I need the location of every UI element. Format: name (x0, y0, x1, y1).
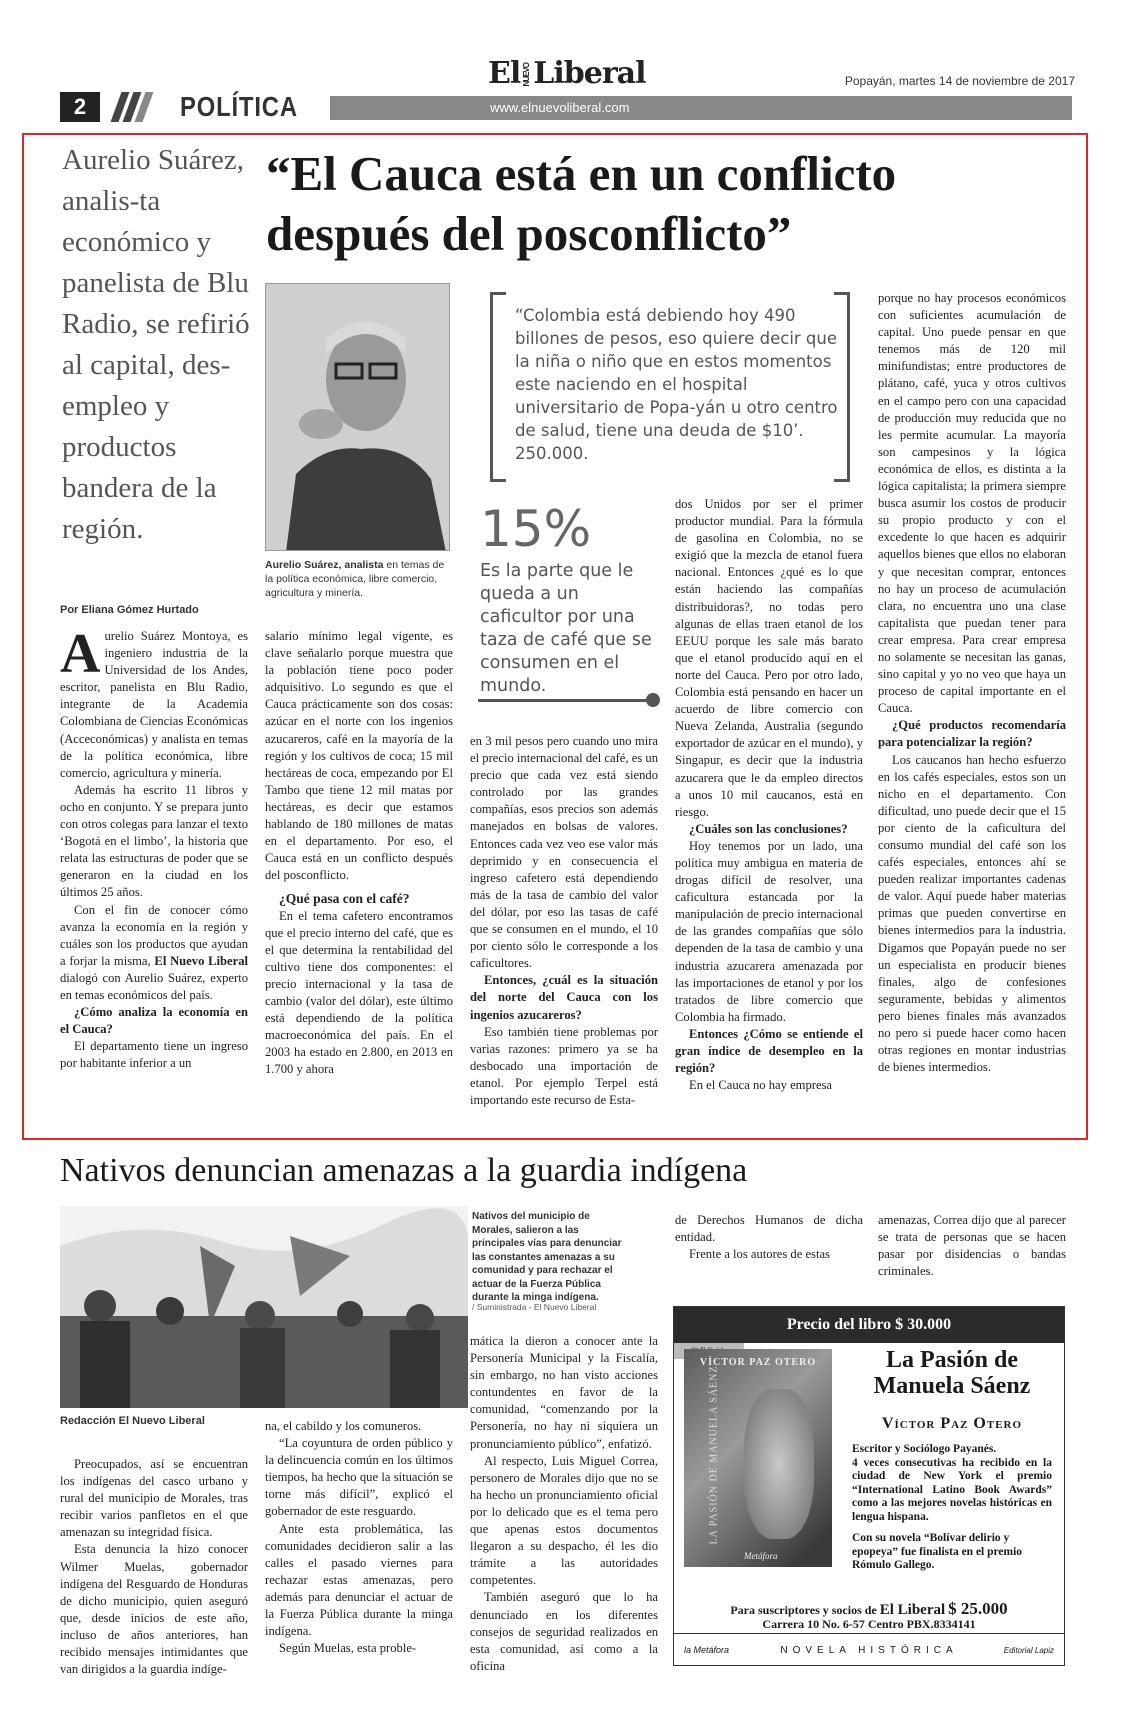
page-number: 2 (60, 92, 100, 122)
photo-caption: Aurelio Suárez, analista en temas de la política económica, libre comercio, agricultura y minería. (265, 559, 445, 599)
second-article-column-1: Preocupados, así se encuentran los indígenas del casco urbano y rural del municipio de Morales, tras recibir varios panfletos en el que amenazan su integridad física. Esta denuncia la hizo conocer Wilmer Muelas, gobernador indígena del Resguardo de Honduras de dicho municipio, quien aseguró que, desde inicios de este año, incluso de años anteriores, han recibido mensajes intimidantes que van dirigidos a la guardia indíge- (60, 1457, 248, 1677)
second-article-column-5: amenazas, Correa dijo que al parecer se trata de personas que se hacen pasar por disidencias o bandas criminales. (878, 1213, 1066, 1279)
ad-footer: la Metáfora NOVELA HISTÓRICA Editorial Lapiz (674, 1633, 1064, 1666)
second-article-column-3: mática la dieron a conocer ante la Personería Municipal y la Fiscalía, sin embargo, no han visto acciones contundentes en favor de la comunidad, “comenzando por la Personería, no hay ni siquiera un pronunciamiento público”, enfatizó. Al respecto, Luis Miguel Correa, personero de Morales dijo que no se ha hecho un pronunciamiento oficial por lo delicado que es el tema pero que apenas estos documentos llegaron a su despacho, él les dio trámite a las autoridades competentes. También aseguró que lo ha denunciado en los diferentes consejos de seguridad realizados en esta comunidad, así como a la oficina (470, 1334, 658, 1673)
stat-description: Es la parte que le queda a un caficultor por una taza de café que se consumen en el mundo. (480, 561, 652, 696)
second-article-column-4: de Derechos Humanos de dicha entidad. Frente a los autores de estas (675, 1213, 863, 1262)
quote-bracket-left (490, 292, 506, 482)
section-slashes-icon (108, 92, 152, 122)
dateline: Popayán, martes 14 de noviembre de 2017 (844, 74, 1075, 88)
second-article-byline: Redacción El Nuevo Liberal (60, 1415, 205, 1427)
url-bar: www.elnuevoliberal.com (330, 96, 1072, 120)
ad-book-title: La Pasión de Manuela Sáenz (873, 1347, 1031, 1399)
second-article-headline: Nativos denuncian amenazas a la guardia indígena (60, 1152, 748, 1189)
article-column-5: porque no hay procesos económicos con suficientes acumulación de capital. Uno puede pensar en que tenemos más de 120 mil minifundistas; entre productores de plátano, café, yuca y otros cultivos en el campo pero con una capacidad de producción muy reducida que no les permite acumular. La mayoría son campesinos y la lógica económica de ellos, es distinta a la lógica capitalista; la primera siempre busca asumir los costos de producir su propio producto y con el excedente lo que hacen es adquirir aquellos bienes que ellos no elaboran y que necesitan comprar, entonces no hay un proceso de acumulación clara, no encuentra uno una clase capitalista que puedan tener para crear empresa. Para crear empresa no solamente se necesitan las ganas, sino capital y yo no veo que haya un proceso de capital importante en el Cauca. ¿Qué productos recomendaría para potencializar la región? Los caucanos han hecho esfuerzo en los cafés especiales, estos son un nicho en el departamento. Con dificultad, uno puede decir que el 15 por ciento de la caficultura del consumo mundial del café son los cafés especiales, entonces ahí se pueden realizar importantes cadenas de valor. Aquí puede haber materias primas que pueden convertirse en bienes intermedios para la industria. Digamos que Popayán puede no ser un especialista en producir bienes finales, algo de confesiones seguramente, bebidas y alimentos pero bienes finales más avanzados no pero si puede hacer como hacen otras regiones en montar industrias de bienes intermedios. (878, 291, 1066, 1075)
article-byline: Por Eliana Gómez Hurtado (60, 604, 199, 616)
photo-credit: / Suministrada - El Nuevo Liberal (472, 1302, 597, 1312)
stat-number: 15% (480, 500, 592, 558)
ad-address: Carrera 10 No. 6-57 Centro PBX.8334141 (762, 1617, 976, 1631)
article-lede: Aurelio Suárez, analis-ta económico y panelista de Blu Radio, se refirió al capital, des-empleo y productos bandera de la región. (62, 144, 250, 545)
second-article-column-2: na, el cabildo y los comuneros. “La coyuntura de orden público y la delincuencia común en los últimos tiempos, ha hecho que la situación se torne más difícil”, explicó el gobernador de este resguardo. Ante esta problemática, las comunidades decidieron salir a las calles el pasado viernes para rechazar estas amenazas, pero además para denunciar el actuar de la Fuerza Pública durante la minga indígena. Según Muelas, esta proble- (265, 1419, 453, 1656)
ad-price-banner: Precio del libro $ 30.000 (674, 1307, 1064, 1343)
article-column-1: Aurelio Suárez Montoya, es ingeniero industria de la Universidad de los Andes, escritor, panelista en Blu Radio, integrante de la Academia Colombiana de Ciencias Económicas (Acceconómicas) y analista en temas de la política económica, libre comercio, agricultura y minería. Además ha escrito 11 libros y ocho en conjunto. Y se prepara junto con otros colegas para lanzar el texto ‘Bogotá en el limbo’, la historia que relata las estructuras de poder que se generaron en la ciudad en los últimos 25 años. Con el fin de conocer cómo avanza la economía en la región y cuáles son los productos que ayudan a forjar la misma, El Nuevo Liberal dialogó con Aurelio Suárez, experto en temas económicos del país. ¿Cómo analiza la economía en el Cauca? El departamento tiene un ingreso por habitante inferior a un (60, 623, 248, 1071)
second-photo-caption: Nativos del municipio de Morales, salieron a las principales vías para denunciar las constantes amenazas a su comunidad y para rechazar el actuar de la Fuerza Pública durante la minga indígena. (472, 1211, 622, 1303)
stat-rule-dot-icon (646, 693, 660, 707)
section-title: POLÍTICA (180, 91, 298, 122)
book-advertisement (673, 1306, 1065, 1666)
article-column-2: salario mínimo legal vigente, es clave señalarlo porque muestra que la población tiene poco poder adquisitivo. Lo segundo es que el Cauca prácticamente son dos cosas: azúcar en el norte con los ingenios azucareros, café en la mayoría de la región y los cultivos de coca; 15 mil hectáreas de coca, empezando por El Tambo que tiene 12 mil matas por hectáreas, es decir que estamos hablando de 180 millones de matas en el departamento. Por eso, el Cauca está en un conflicto después del posconflicto. ¿Qué pasa con el café? En el tema cafetero encontramos que el precio interno del café, que es el que determina la rentabilidad del cultivo tiene dos componentes: el precio internacional y la tasa de cambio (valor del dólar), este último está dependiendo de la política macroeconómica del país. En el 2003 ha estado en 2.800, en 2013 en 1.700 y ahora (265, 629, 453, 1077)
article-headline: “El Cauca está en un conflicto después del posconflicto” (266, 146, 897, 261)
interviewee-photo (265, 283, 450, 551)
article-column-3: en 3 mil pesos pero cuando uno mira el precio internacional del café, es un precio que cada vez está siendo controlado por las grandes compañías, esos precios son además manejados en bolsas de valores. Entonces cada vez veo ese valor más deprimido y en consecuencia el ingreso cafetero está dependiendo más de la tasa de cambio del valor del dólar, por eso las tasas de café que se consumen en el mundo, el 10 por ciento sólo le corresponde a los caficultores. Entonces, ¿cuál es la situación del norte del Cauca con los ingenios azucareros? Eso también tiene problemas por varias razones: primero ya se ha desbocado una importación de etanol. Por ejemplo Terpel está importando este recurso de Esta- (470, 734, 658, 1107)
protest-photo (60, 1206, 468, 1408)
ad-subscribers: Para suscriptores y socios de El Liberal $ 25.000 (730, 1599, 1008, 1618)
cover-figure-icon (744, 1389, 814, 1539)
article-column-4: dos Unidos por ser el primer productor mundial. Para la fórmula de gasolina en Colombia, no se exigió que la mezcla de etanol fuera nacional. Entonces ¿qué es lo que están haciendo las compañías distribuidoras?, no todas pero algunas de ellas traen etanol de los EEUU porque les sale más barato que el etanol producido aquí en el norte del Cauca. Pero por otro lado, Colombia está pensando en hacer un acuerdo de libre comercio con Nueva Zelanda, Australia (segundo exportador de azúcar en el mundo), y Singapur, es decir que la industria azucarera que le da empleo directos a unos 10 mil caucanos, está en riesgo. ¿Cuáles son las conclusiones? Hoy tenemos por un lado, una política muy ambigua en materia de drogas difícil de resolver, una caficultura estancada por la manipulación de precio internacional de las grandes compañías que sólo dependen de la tasa de cambio y una industria azucarera amenazada por las importaciones de etanol y por los tratados de libre comercio que Colombia ha firmado. Entonces ¿Cómo se entiende el gran índice de desempleo en la región? En el Cauca no hay empresa (675, 497, 863, 1093)
newspaper-logo: El NUEVOLiberal (488, 56, 646, 91)
ad-bio: Escritor y Sociólogo Payanés. 4 veces consecutivas ha recibido en la ciudad de New York el premio “International Latino Book Awards” como a las mejores novelas históricas en lengua hispana. Con su novela “Bolívar delirio y epopeya” fue finalista en el premio Rómulo Gallego. (852, 1443, 1052, 1571)
stat-rule (478, 699, 650, 702)
ad-author: Víctor Paz Otero (881, 1415, 1023, 1432)
pull-quote: “Colombia está debiendo hoy 490 billones de pesos, eso quiere decir que la niña o niño que en estos momentos este naciendo en el hospital universitario de Popa-yán u otro centro de salud, tiene una deuda de $10’. 250.000. (515, 306, 838, 463)
book-cover: VÍCTOR PAZ OTERO LA PASIÓN DE MANUELA SÁENZ Metáfora (684, 1349, 832, 1567)
